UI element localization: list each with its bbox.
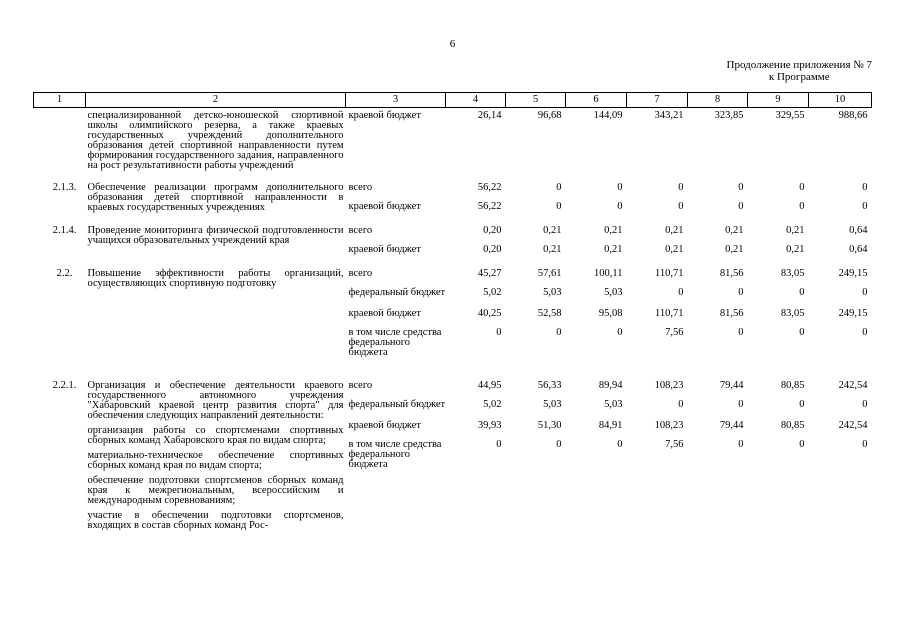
header-cell: 3 xyxy=(346,93,446,108)
amount: 0 xyxy=(799,399,805,410)
funding-source: краевой бюджет xyxy=(348,244,421,255)
description-paragraph: Организация и обеспечение деятельности краевого государственного автономного учреждения "Хабаровский краевой центр развития спорта" для обеспечения следующих направлений деятельности: xyxy=(87,380,344,421)
amount: 0 xyxy=(862,287,868,298)
funding-source: федеральный бюджет xyxy=(348,287,446,298)
amount: 0 xyxy=(862,182,868,193)
header-cell: 7 xyxy=(627,93,688,108)
row-number xyxy=(34,108,86,181)
funding-source: всего xyxy=(348,225,373,236)
value-cell xyxy=(748,108,809,181)
amount: 79,44 xyxy=(719,380,744,391)
amount: 96,68 xyxy=(537,110,562,121)
amount: 144,09 xyxy=(593,110,623,121)
amount: 0,21 xyxy=(725,244,744,255)
value-cell xyxy=(566,180,627,223)
amount: 0,20 xyxy=(483,244,502,255)
amount: 80,85 xyxy=(780,420,805,431)
amount: 108,23 xyxy=(654,380,684,391)
description-paragraph: Повышение эффективности работы организаций, осуществляющих спортивную подготовку xyxy=(87,268,344,289)
row-description xyxy=(86,378,346,539)
value-cell xyxy=(566,378,627,539)
header-cell: 6 xyxy=(566,93,627,108)
amount: 0 xyxy=(862,439,868,450)
funding-source: всего xyxy=(348,182,373,193)
amount: 0,21 xyxy=(543,225,562,236)
amount: 39,93 xyxy=(477,420,502,431)
amount: 57,61 xyxy=(537,268,562,279)
amount: 0 xyxy=(799,439,805,450)
table-row xyxy=(34,378,872,539)
value-cell xyxy=(748,223,809,266)
amount: 0 xyxy=(799,287,805,298)
amount: 5,02 xyxy=(483,399,502,410)
amount: 56,33 xyxy=(537,380,562,391)
amount: 0,21 xyxy=(604,225,623,236)
value-cell xyxy=(809,180,872,223)
amount: 329,55 xyxy=(775,110,805,121)
funding-source: краевой бюджет xyxy=(348,420,421,431)
amount: 7,56 xyxy=(665,327,684,338)
amount: 52,58 xyxy=(537,308,562,319)
amount: 0,20 xyxy=(483,225,502,236)
appendix-caption xyxy=(727,59,872,83)
value-cell xyxy=(688,266,748,378)
amount: 0 xyxy=(556,439,562,450)
amount: 7,56 xyxy=(665,439,684,450)
page-number: 6 xyxy=(449,38,456,50)
header-row xyxy=(34,93,872,108)
value-cell xyxy=(566,223,627,266)
amount: 5,03 xyxy=(543,287,562,298)
value-cell xyxy=(506,180,566,223)
amount: 5,03 xyxy=(604,287,623,298)
value-cell xyxy=(627,108,688,181)
description-paragraph: специализированной детско-юношеской спортивной школы олимпийского резерва, а также краевых государственных учреждений дополнительного образования детей спортивной направленности путем формирования государственного задания, направленного на рост результативности работы учреждений xyxy=(87,110,344,171)
description-paragraph: Обеспечение реализации программ дополнительного образования детей спортивной направленности в краевых государственных учреждениях xyxy=(87,182,344,213)
row-number: 2.1.3. xyxy=(52,182,77,193)
funding-source: всего xyxy=(348,268,373,279)
amount: 110,71 xyxy=(655,308,684,319)
amount: 81,56 xyxy=(719,308,744,319)
funding-source: в том числе средства федерального бюджета xyxy=(348,327,442,358)
table-body xyxy=(34,108,872,540)
value-cell xyxy=(566,266,627,378)
value-cell xyxy=(446,378,506,539)
funding-source-cell xyxy=(346,108,446,181)
funding-source: федеральный бюджет xyxy=(348,399,446,410)
amount: 0 xyxy=(556,327,562,338)
amount: 0 xyxy=(738,287,744,298)
header-cell: 9 xyxy=(748,93,809,108)
amount: 0 xyxy=(617,327,623,338)
amount: 242,54 xyxy=(838,380,868,391)
value-cell xyxy=(446,266,506,378)
amount: 51,30 xyxy=(537,420,562,431)
row-number: 2.2. xyxy=(56,268,73,279)
value-cell xyxy=(809,378,872,539)
row-description xyxy=(86,180,346,223)
table-row xyxy=(34,266,872,378)
row-description xyxy=(86,266,346,378)
funding-source-cell xyxy=(346,223,446,266)
amount: 0 xyxy=(799,327,805,338)
amount: 0 xyxy=(617,439,623,450)
value-cell xyxy=(506,378,566,539)
amount: 0 xyxy=(556,201,562,212)
amount: 0,64 xyxy=(849,244,868,255)
amount: 0,21 xyxy=(786,244,805,255)
amount: 84,91 xyxy=(598,420,623,431)
value-cell xyxy=(748,180,809,223)
amount: 0 xyxy=(862,327,868,338)
header-cell: 8 xyxy=(688,93,748,108)
amount: 0 xyxy=(496,439,502,450)
amount: 0 xyxy=(496,327,502,338)
value-cell xyxy=(809,108,872,181)
amount: 0,21 xyxy=(665,225,684,236)
amount: 988,66 xyxy=(838,110,868,121)
amount: 242,54 xyxy=(838,420,868,431)
amount: 79,44 xyxy=(719,420,744,431)
amount: 0,21 xyxy=(665,244,684,255)
amount: 0 xyxy=(862,399,868,410)
value-cell xyxy=(446,108,506,181)
appendix-line-2: к Программе xyxy=(768,71,830,83)
amount: 0 xyxy=(678,201,684,212)
row-number: 2.1.4. xyxy=(52,225,77,236)
amount: 0 xyxy=(678,182,684,193)
header-cell: 4 xyxy=(446,93,506,108)
funding-source: в том числе средства федерального бюджета xyxy=(348,439,442,470)
value-cell xyxy=(688,180,748,223)
amount: 0 xyxy=(738,399,744,410)
amount: 0,21 xyxy=(725,225,744,236)
amount: 110,71 xyxy=(655,268,684,279)
description-paragraph: обеспечение подготовки спортсменов сборных команд края к межрегиональным, всероссийским и международным соревнованиям; xyxy=(87,475,344,506)
amount: 5,03 xyxy=(543,399,562,410)
amount: 0 xyxy=(738,182,744,193)
header-cell: 10 xyxy=(809,93,872,108)
amount: 5,03 xyxy=(604,399,623,410)
amount: 0,21 xyxy=(604,244,623,255)
row-description xyxy=(86,223,346,266)
funding-source-cell xyxy=(346,180,446,223)
table-row xyxy=(34,223,872,266)
value-cell xyxy=(627,378,688,539)
description-paragraph: участие в обеспечении подготовки спортсменов, входящих в состав сборных команд Рос- xyxy=(87,510,344,531)
amount: 26,14 xyxy=(477,110,502,121)
amount: 83,05 xyxy=(780,308,805,319)
row-number: 2.2.1. xyxy=(52,380,77,391)
appendix-line-1: Продолжение приложения № 7 xyxy=(726,59,872,71)
funding-source: всего xyxy=(348,380,373,391)
amount: 100,11 xyxy=(594,268,623,279)
amount: 45,27 xyxy=(477,268,502,279)
value-cell xyxy=(688,108,748,181)
amount: 83,05 xyxy=(780,268,805,279)
row-description xyxy=(86,108,346,181)
amount: 40,25 xyxy=(477,308,502,319)
amount: 0 xyxy=(738,201,744,212)
table-row xyxy=(34,180,872,223)
amount: 0 xyxy=(556,182,562,193)
amount: 0 xyxy=(799,201,805,212)
header-cell: 1 xyxy=(34,93,86,108)
value-cell xyxy=(809,223,872,266)
value-cell xyxy=(627,266,688,378)
amount: 0 xyxy=(738,327,744,338)
value-cell xyxy=(506,223,566,266)
description-paragraph: материально-техническое обеспечение спортивных сборных команд края по видам спорта; xyxy=(87,450,344,471)
funding-source-cell xyxy=(346,378,446,539)
amount: 5,02 xyxy=(483,287,502,298)
amount: 95,08 xyxy=(598,308,623,319)
amount: 0 xyxy=(678,399,684,410)
amount: 0,21 xyxy=(543,244,562,255)
amount: 343,21 xyxy=(654,110,684,121)
funding-source: краевой бюджет xyxy=(348,110,421,121)
amount: 81,56 xyxy=(719,268,744,279)
amount: 0 xyxy=(617,182,623,193)
amount: 0,64 xyxy=(849,225,868,236)
amount: 56,22 xyxy=(477,201,502,212)
value-cell xyxy=(446,223,506,266)
value-cell xyxy=(748,378,809,539)
funding-source: краевой бюджет xyxy=(348,201,421,212)
amount: 80,85 xyxy=(780,380,805,391)
value-cell xyxy=(566,108,627,181)
value-cell xyxy=(446,180,506,223)
amount: 0 xyxy=(617,201,623,212)
header-cell: 2 xyxy=(86,93,346,108)
description-paragraph: Проведение мониторинга физической подготовленности учащихся образовательных учреждений края xyxy=(87,225,344,246)
amount: 249,15 xyxy=(838,268,868,279)
amount: 108,23 xyxy=(654,420,684,431)
amount: 323,85 xyxy=(714,110,744,121)
amount: 89,94 xyxy=(598,380,623,391)
amount: 0 xyxy=(678,287,684,298)
value-cell xyxy=(748,266,809,378)
value-cell xyxy=(627,223,688,266)
amount: 249,15 xyxy=(838,308,868,319)
amount: 56,22 xyxy=(477,182,502,193)
value-cell xyxy=(809,266,872,378)
value-cell xyxy=(506,108,566,181)
amount: 0 xyxy=(799,182,805,193)
description-paragraph: организация работы со спортсменами спортивных сборных команд Хабаровского края по видам спорта; xyxy=(87,425,344,446)
header-cell: 5 xyxy=(506,93,566,108)
value-cell xyxy=(688,378,748,539)
value-cell xyxy=(506,266,566,378)
funding-source: краевой бюджет xyxy=(348,308,421,319)
table-row xyxy=(34,108,872,181)
value-cell xyxy=(688,223,748,266)
amount: 0,21 xyxy=(786,225,805,236)
amount: 0 xyxy=(738,439,744,450)
amount: 44,95 xyxy=(477,380,502,391)
budget-table xyxy=(33,92,872,539)
amount: 0 xyxy=(862,201,868,212)
funding-source-cell xyxy=(346,266,446,378)
value-cell xyxy=(627,180,688,223)
